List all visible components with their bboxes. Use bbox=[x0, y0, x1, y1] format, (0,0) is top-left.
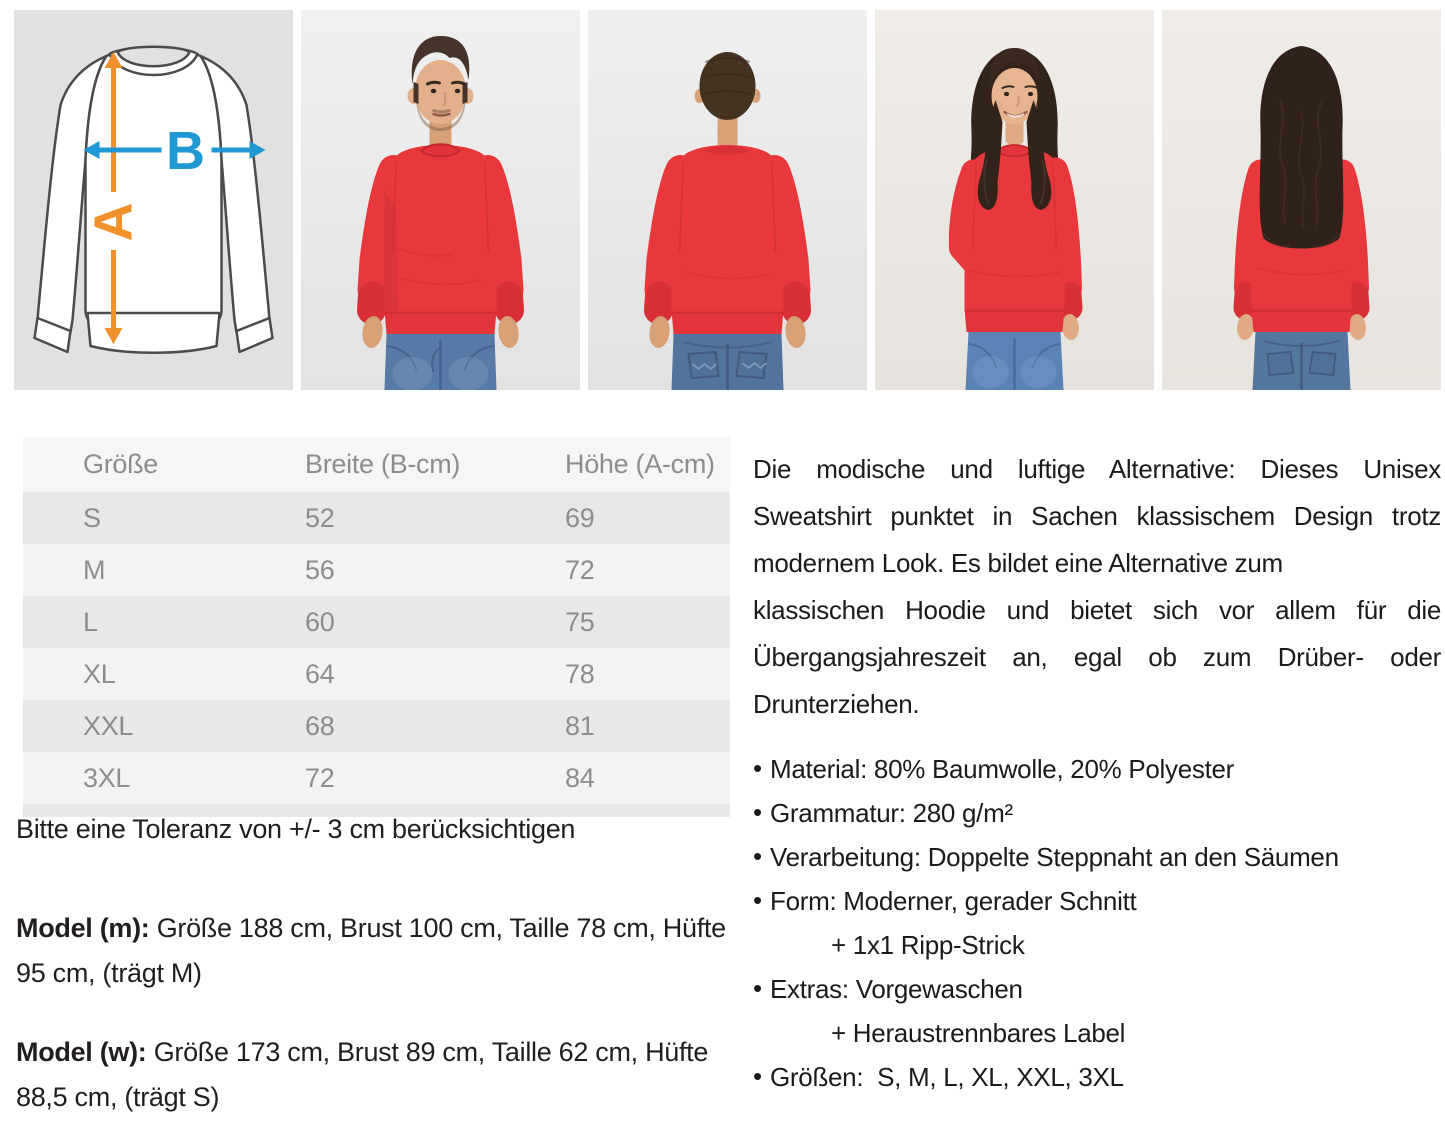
feature-form-addition: + 1x1 Ripp-Strick bbox=[831, 930, 1025, 960]
column-header-hoehe: Höhe (A-cm) bbox=[505, 437, 730, 492]
feature-form bbox=[753, 879, 1441, 967]
size-diagram-illustration bbox=[14, 10, 293, 390]
model-male-specs bbox=[16, 906, 730, 996]
feature-text: Grammatur: 280 g/m² bbox=[770, 798, 1013, 828]
feature-text: Form: Moderner, gerader Schnitt bbox=[770, 886, 1137, 916]
description-line: Die modische und luftige Alternative: Dieses Unisex bbox=[753, 454, 1441, 484]
female-model-front-photo bbox=[875, 10, 1154, 390]
breite-cell: 72 bbox=[245, 752, 505, 804]
description-line: Übergangsjahreszeit an, egal ob zum Drüber- oder bbox=[753, 642, 1441, 672]
size-row-s bbox=[23, 492, 730, 544]
description-line: Sweatshirt punktet in Sachen klassischem Design trotz bbox=[753, 501, 1441, 531]
model-male-text: Größe 188 cm, Brust 100 cm, Taille 78 cm, Hüfte 95 cm, (trägt M) bbox=[16, 913, 726, 988]
breite-cell: 52 bbox=[245, 492, 505, 544]
size-row-xxl bbox=[23, 700, 730, 752]
size-row-l bbox=[23, 596, 730, 648]
model-male-label: Model (m): bbox=[16, 913, 150, 943]
feature-material bbox=[753, 747, 1441, 791]
size-row-3xl bbox=[23, 752, 730, 804]
model-female-text: Größe 173 cm, Brust 89 cm, Taille 62 cm, Hüfte 88,5 cm, (trägt S) bbox=[16, 1037, 709, 1112]
size-diagram-image bbox=[14, 10, 293, 390]
female-model-back-image bbox=[1162, 10, 1441, 390]
tolerance-note: Bitte eine Toleranz von +/- 3 cm berücksichtigen bbox=[16, 814, 576, 844]
column-header-groesse: Größe bbox=[23, 437, 245, 492]
male-model-front-photo bbox=[301, 10, 580, 390]
size-row-m bbox=[23, 544, 730, 596]
description-line: modernem Look. Es bildet eine Alternative zum bbox=[753, 548, 1283, 578]
bullet-icon: • bbox=[753, 973, 762, 1003]
size-table-section bbox=[23, 437, 730, 817]
model-female-label: Model (w): bbox=[16, 1037, 147, 1067]
product-image-gallery bbox=[14, 10, 1441, 390]
feature-text: Extras: Vorgewaschen bbox=[770, 974, 1023, 1004]
hoehe-cell: 78 bbox=[505, 648, 730, 700]
column-header-breite: Breite (B-cm) bbox=[245, 437, 505, 492]
feature-extras bbox=[753, 967, 1441, 1055]
size-cell: XL bbox=[23, 648, 245, 700]
male-model-back-photo bbox=[588, 10, 867, 390]
size-table-header-row bbox=[23, 437, 730, 492]
bullet-icon: • bbox=[753, 753, 762, 783]
hoehe-cell: 72 bbox=[505, 544, 730, 596]
breite-cell: 64 bbox=[245, 648, 505, 700]
feature-grammatur bbox=[753, 791, 1441, 835]
product-description bbox=[753, 446, 1441, 728]
model-female-specs bbox=[16, 1030, 730, 1120]
bullet-icon: • bbox=[753, 841, 762, 871]
feature-list bbox=[753, 747, 1441, 1099]
height-label: A bbox=[83, 202, 144, 242]
size-cell: 3XL bbox=[23, 752, 245, 804]
feature-groessen bbox=[753, 1055, 1441, 1099]
feature-text: Verarbeitung: Doppelte Steppnaht an den Säumen bbox=[770, 842, 1339, 872]
breite-cell: 68 bbox=[245, 700, 505, 752]
bullet-icon: • bbox=[753, 885, 762, 915]
product-description-section bbox=[753, 446, 1441, 1099]
size-cell: XXL bbox=[23, 700, 245, 752]
bullet-icon: • bbox=[753, 797, 762, 827]
size-cell: M bbox=[23, 544, 245, 596]
size-cell: L bbox=[23, 596, 245, 648]
breite-cell: 60 bbox=[245, 596, 505, 648]
feature-verarbeitung bbox=[753, 835, 1441, 879]
description-line: Drunterziehen. bbox=[753, 689, 920, 719]
feature-text: Größen: S, M, L, XL, XXL, 3XL bbox=[770, 1062, 1124, 1092]
feature-extras-addition: + Heraustrennbares Label bbox=[831, 1018, 1126, 1048]
female-model-front-image bbox=[875, 10, 1154, 390]
hoehe-cell: 81 bbox=[505, 700, 730, 752]
hoehe-cell: 84 bbox=[505, 752, 730, 804]
description-line: klassischen Hoodie und bietet sich vor allem für die bbox=[753, 595, 1441, 625]
hoehe-cell: 69 bbox=[505, 492, 730, 544]
hoehe-cell: 75 bbox=[505, 596, 730, 648]
size-cell: S bbox=[23, 492, 245, 544]
size-table bbox=[23, 437, 730, 817]
width-label: B bbox=[166, 121, 205, 181]
breite-cell: 56 bbox=[245, 544, 505, 596]
male-model-front-image bbox=[301, 10, 580, 390]
male-model-back-image bbox=[588, 10, 867, 390]
female-model-back-photo bbox=[1162, 10, 1441, 390]
size-row-xl bbox=[23, 648, 730, 700]
bullet-icon: • bbox=[753, 1061, 762, 1091]
feature-text: Material: 80% Baumwolle, 20% Polyester bbox=[770, 754, 1235, 784]
